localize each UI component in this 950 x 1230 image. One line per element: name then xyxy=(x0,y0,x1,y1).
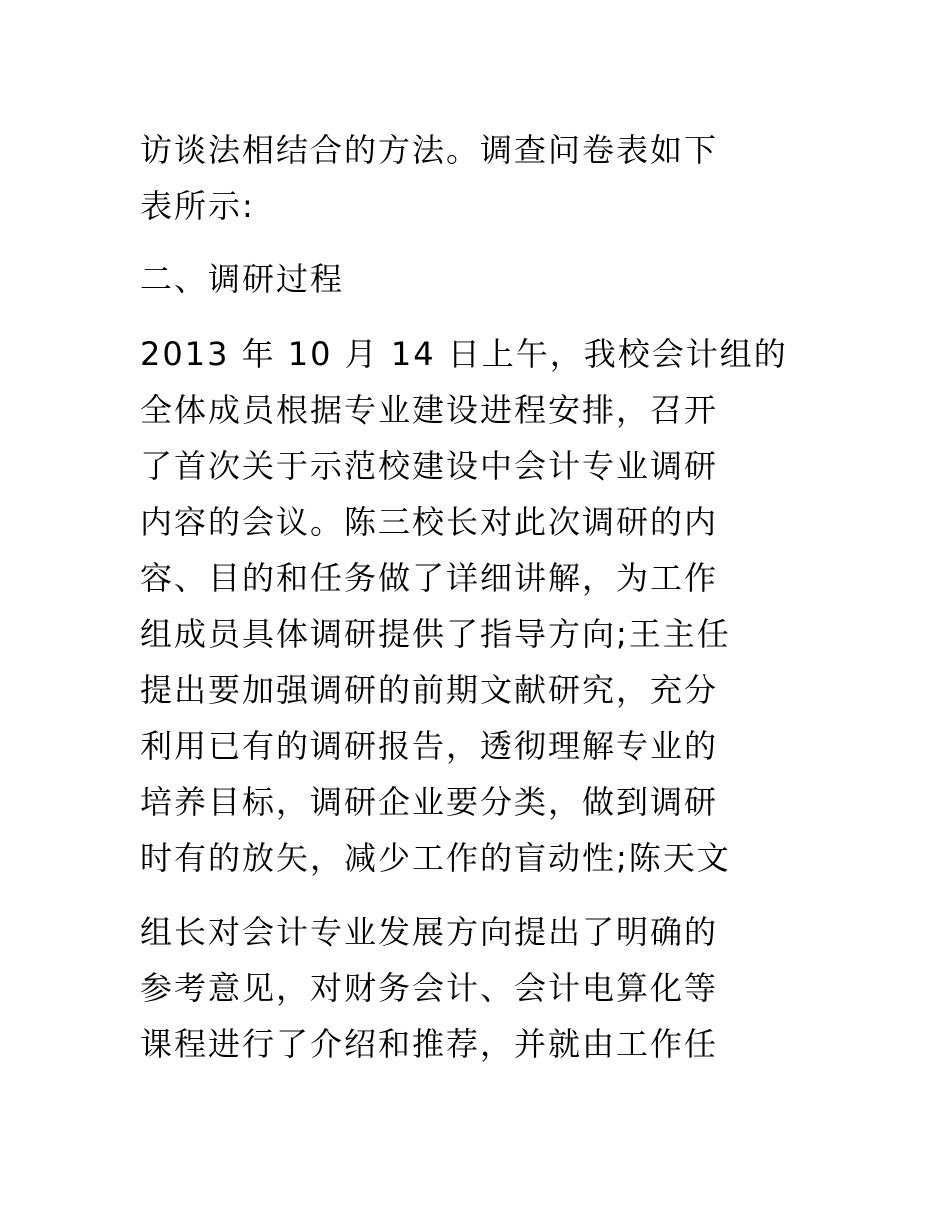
text-line: 培养目标，调研企业要分类，做到调研 xyxy=(140,783,719,821)
text-line: 组成员具体调研提供了指导方向;王主任 xyxy=(140,615,731,653)
section-heading: 二、调研过程 xyxy=(140,260,345,298)
text-line: 访谈法相结合的方法。调查问卷表如下 xyxy=(140,131,719,169)
text-line: 了首次关于示范校建设中会计专业调研 xyxy=(140,447,719,485)
text-line: 内容的会议。陈三校长对此次调研的内 xyxy=(140,503,719,541)
text-line: 组长对会计专业发展方向提出了明确的 xyxy=(140,913,719,951)
text-line: 表所示: xyxy=(140,187,255,225)
text-line: 利用已有的调研报告，透彻理解专业的 xyxy=(140,727,719,765)
text-line: 容、目的和任务做了详细讲解，为工作 xyxy=(140,559,719,597)
text-line: 全体成员根据专业建设进程安排，召开 xyxy=(140,391,719,429)
text-line: 2013 年 10 月 14 日上午，我校会计组的 xyxy=(140,335,788,373)
text-line: 参考意见，对财务会计、会计电算化等 xyxy=(140,969,719,1007)
text-line: 提出要加强调研的前期文献研究，充分 xyxy=(140,671,719,709)
text-line: 时有的放矢，减少工作的盲动性;陈天文 xyxy=(140,839,731,877)
text-line: 课程进行了介绍和推荐，并就由工作任 xyxy=(140,1025,719,1063)
